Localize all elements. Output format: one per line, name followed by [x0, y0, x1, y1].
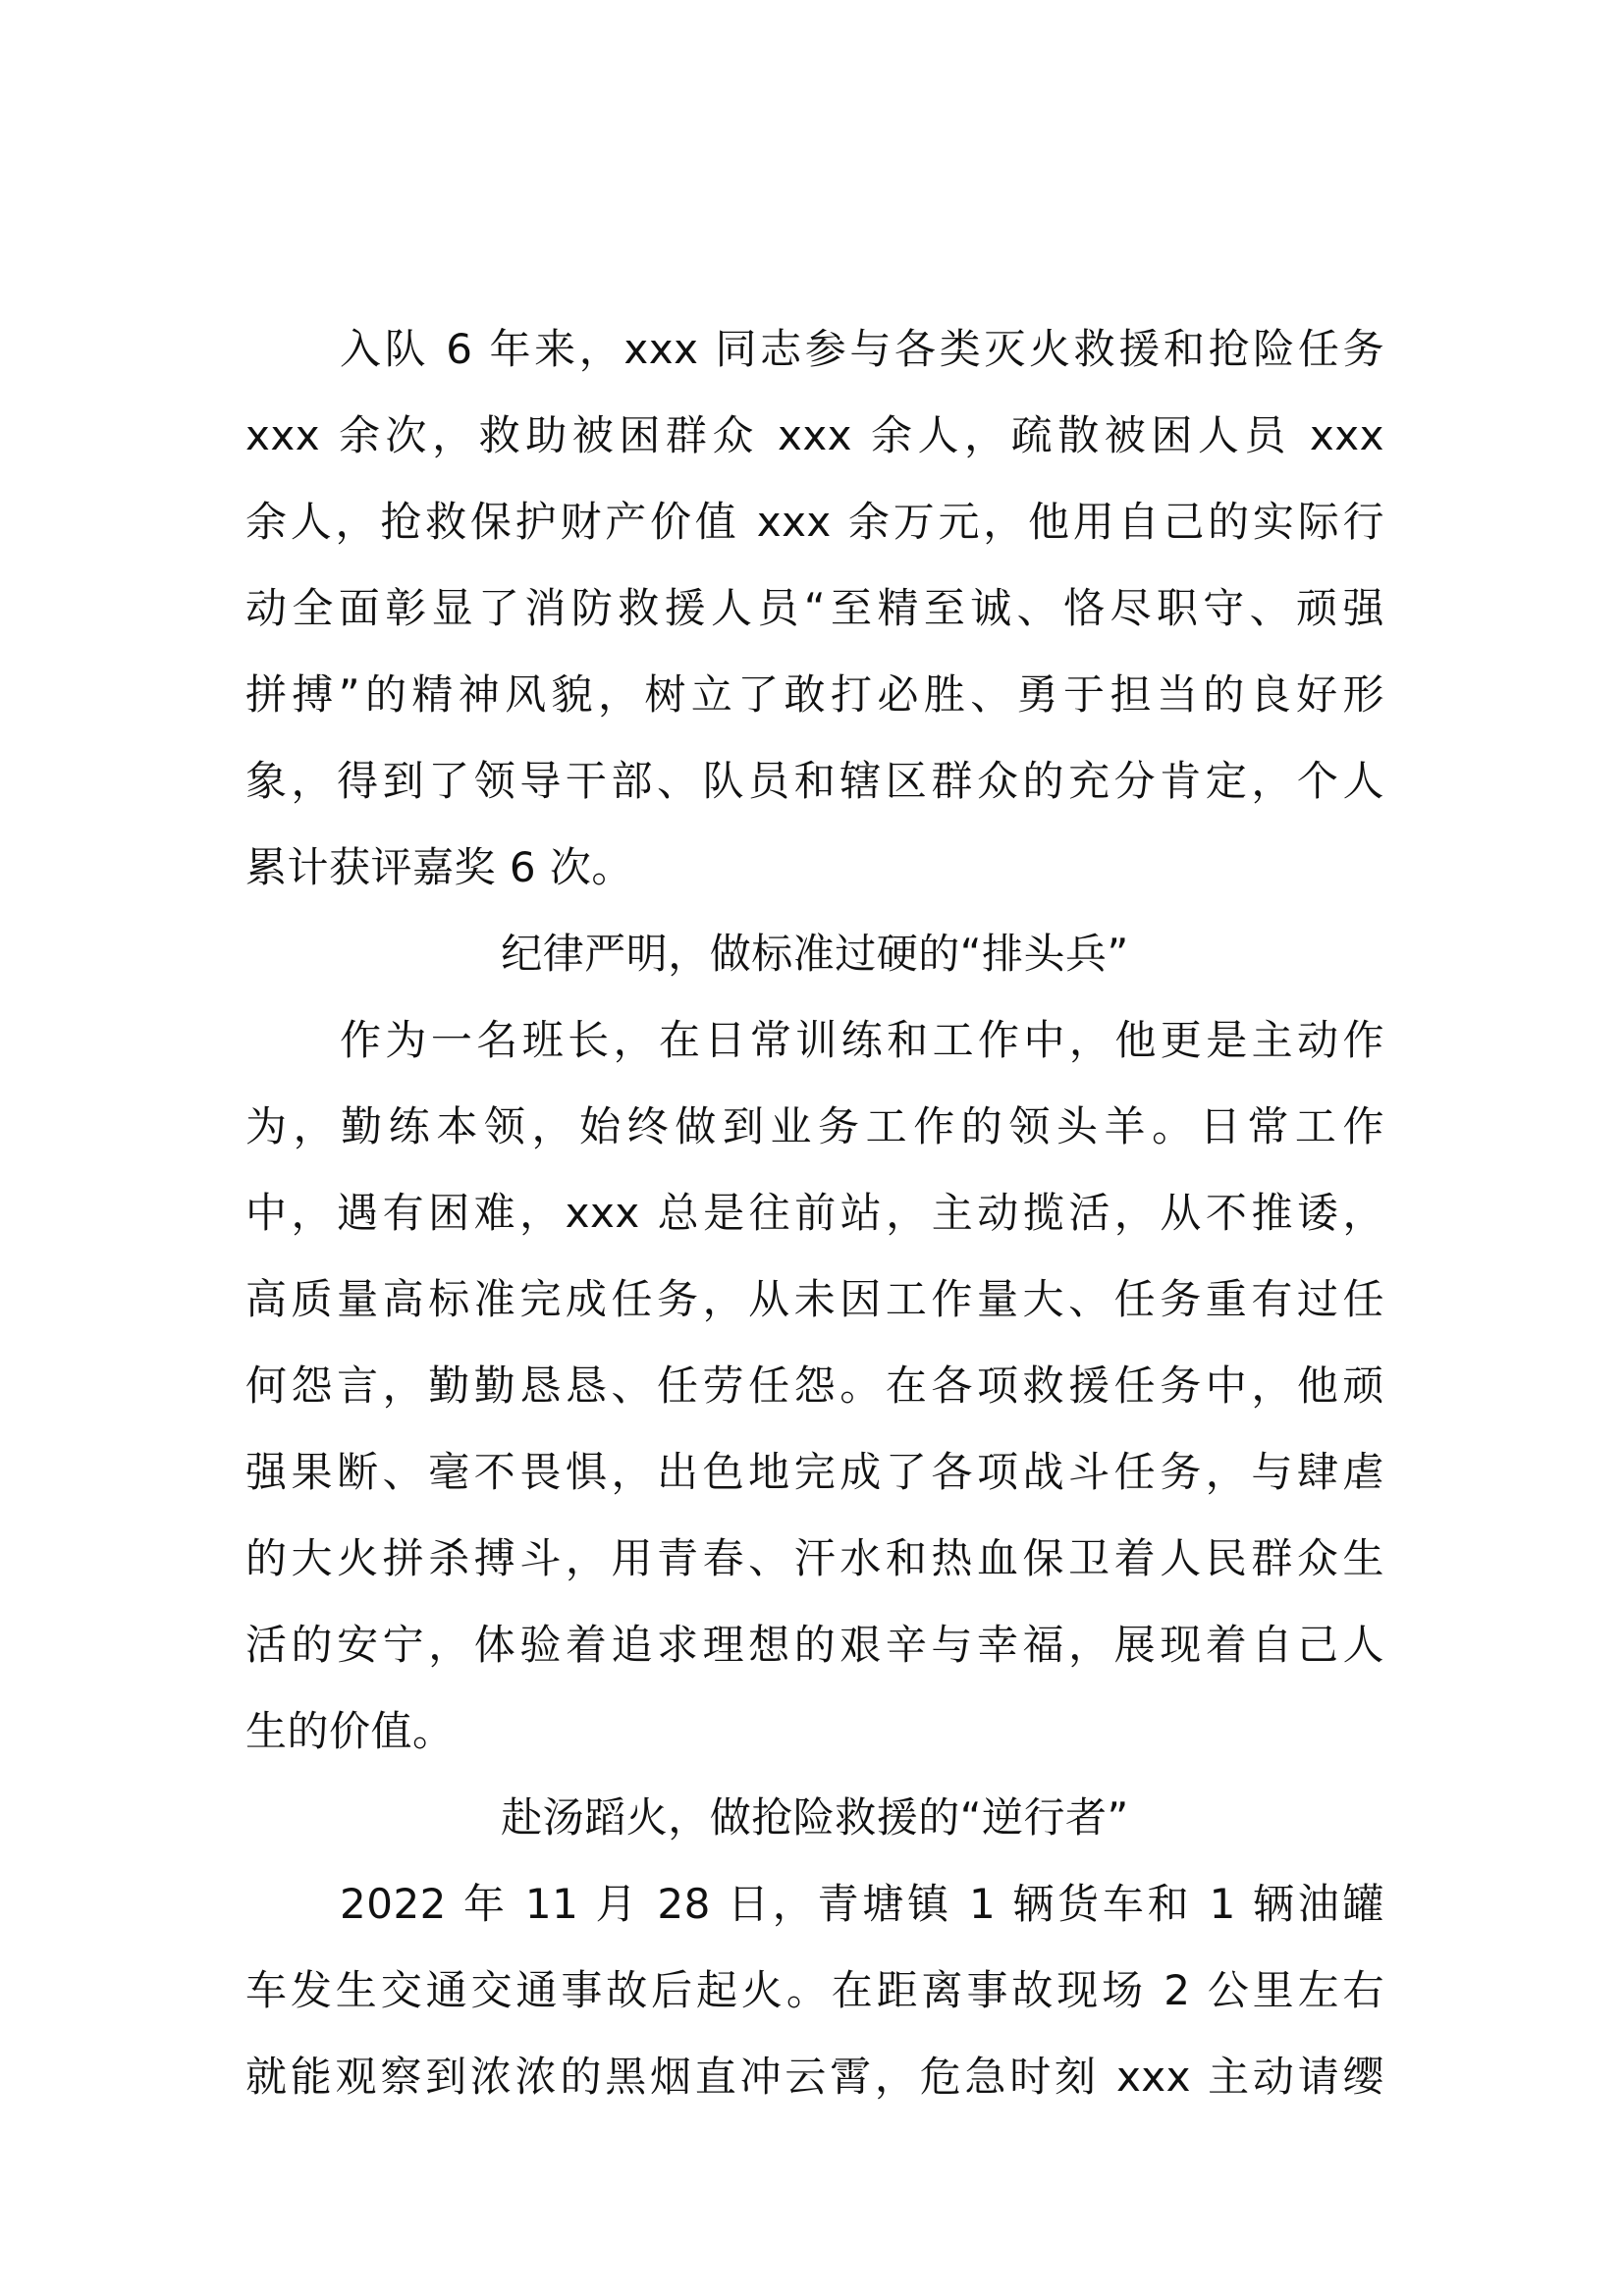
text-line: 拼搏”的精神风貌，树立了敢打必胜、勇于担当的良好形 — [245, 670, 1384, 719]
section-heading-discipline: 纪律严明，做标准过硬的“排头兵” — [501, 930, 1129, 978]
text-line: 强果断、毫不畏惧，出色地完成了各项战斗任务，与肆虐 — [245, 1448, 1384, 1496]
text-line: 余人，抢救保护财产价值 xxx 余万元，他用自己的实际行 — [245, 498, 1384, 546]
text-line: 累计获评嘉奖 6 次。 — [245, 843, 633, 891]
text-line: xxx 余次，救助被困群众 xxx 余人，疏散被困人员 xxx — [245, 411, 1384, 459]
text-line: 动全面彰显了消防救援人员“至精至诚、恪尽职守、顽强 — [245, 584, 1384, 632]
text-line: 为，勤练本领，始终做到业务工作的领头羊。日常工作 — [245, 1102, 1384, 1150]
text-line: 入队 6 年来，xxx 同志参与各类灭火救援和抢险任务 — [340, 325, 1384, 373]
text-line: 何怨言，勤勤恳恳、任劳任怨。在各项救援任务中，他顽 — [245, 1362, 1384, 1410]
paragraph-discipline — [245, 997, 1384, 1775]
text-line: 生的价值。 — [245, 1707, 455, 1755]
paragraph-service-record — [245, 306, 1384, 911]
text-line: 2022 年 11 月 28 日，青塘镇 1 辆货车和 1 辆油罐 — [340, 1880, 1384, 1928]
text-line: 活的安宁，体验着追求理想的艰辛与幸福，展现着自己人 — [245, 1621, 1384, 1669]
text-line: 的大火拼杀搏斗，用青春、汗水和热血保卫着人民群众生 — [245, 1534, 1384, 1582]
paragraph-rescue — [245, 1861, 1384, 2120]
text-line: 象，得到了领导干部、队员和辖区群众的充分肯定，个人 — [245, 757, 1384, 805]
section-heading-rescue: 赴汤蹈火，做抢险救援的“逆行者” — [501, 1793, 1129, 1842]
text-line: 高质量高标准完成任务，从未因工作量大、任务重有过任 — [245, 1275, 1384, 1323]
document-body — [245, 306, 1384, 2120]
text-line: 作为一名班长，在日常训练和工作中，他更是主动作 — [340, 1016, 1384, 1064]
text-line: 车发生交通交通事故后起火。在距离事故现场 2 公里左右 — [245, 1966, 1384, 2014]
text-line: 中，遇有困难，xxx 总是往前站，主动揽活，从不推诿， — [245, 1189, 1384, 1237]
text-line: 就能观察到浓浓的黑烟直冲云霄，危急时刻 xxx 主动请缨 — [245, 2053, 1384, 2101]
